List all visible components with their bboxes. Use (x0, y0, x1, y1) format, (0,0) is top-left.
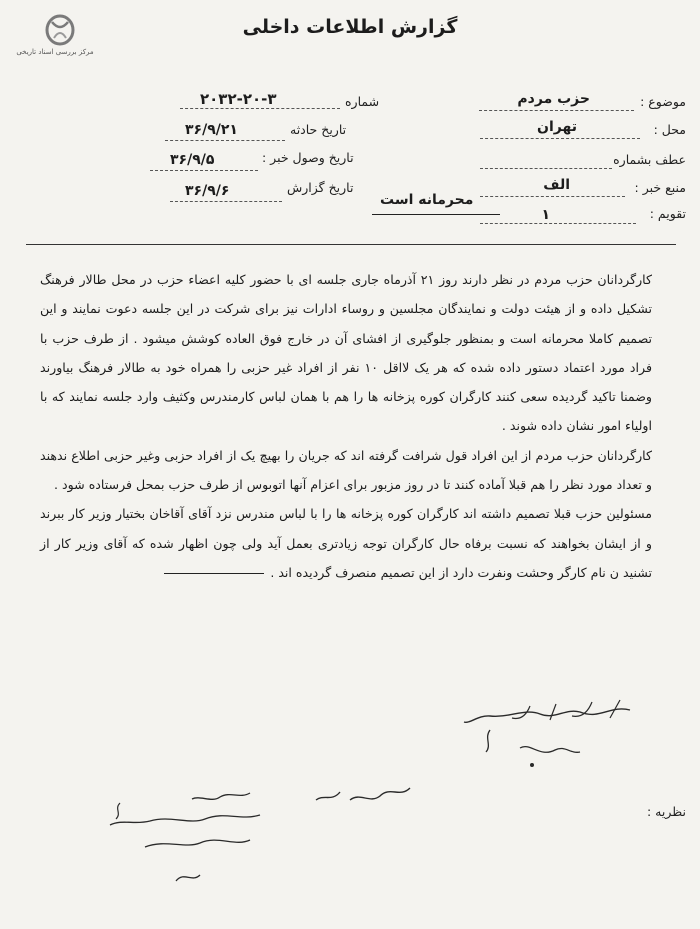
place-label: محل : (653, 122, 686, 137)
handwritten-note-signature (460, 690, 640, 780)
report-date-value: ۳۶/۹/۶ (185, 183, 230, 199)
place-value: تهران (537, 119, 577, 135)
event-date-value: ۳۶/۹/۲۱ (185, 122, 238, 138)
report-date-underline (170, 201, 282, 202)
rating-value: ۱ (541, 207, 550, 223)
source-label: منبع خبر : (634, 180, 686, 195)
opinion-label: نظریه : (647, 804, 686, 819)
subject-value: حزب مردم (517, 91, 590, 107)
report-body (40, 265, 652, 587)
archive-emblem-icon (10, 10, 100, 50)
source-underline (480, 196, 625, 197)
report-date-label: تاریخ گزارش (287, 180, 354, 195)
reference-label: عطف بشماره (613, 152, 686, 167)
number-value: ۲۰۳۲-۲۰-۳ (200, 90, 277, 108)
handwritten-mark-center (310, 778, 420, 818)
source-value: الف (543, 177, 570, 193)
header-divider (26, 244, 676, 245)
archive-logo (10, 10, 100, 58)
number-label: شماره (345, 94, 380, 109)
logo-caption: مرکز بررسی اسناد تاریخی (16, 48, 94, 56)
number-underline (180, 108, 340, 109)
subject-underline (479, 110, 634, 111)
body-paragraph-3-text: مسئولین حزب قبلا تصمیم داشته اند کارگران کوره پزخانه ها را با لباس مندرس نزد آقای آقاخان بختیار وزیر کار ببرند و از ایشان بخواهند که نسبت برفاه حال کارگران توجه زیادتری بعمل آید ولی چون اظهار شده که آقای وزیر کار از تشنید ن نام کارگر وحشت ونفرت دارد از این تصمیم منصرف گردیده اند . (40, 506, 652, 580)
classification-underline (372, 214, 500, 215)
place-underline (480, 138, 640, 139)
paragraph-end-line (164, 573, 264, 574)
page-title: گزارش اطلاعات داخلی (242, 16, 458, 38)
rating-underline (480, 223, 636, 224)
subject-label: موضوع : (640, 94, 686, 109)
body-paragraph-3 (40, 499, 652, 587)
event-date-underline (165, 140, 285, 141)
handwritten-annotation-left (100, 785, 270, 895)
reference-underline (480, 168, 612, 169)
body-paragraph-2: کارگردانان حزب مردم از این افراد قول شرافت گرفته اند که جریان را بهیچ یک از افراد حزبی وغیر حزبی اطلاع ندهند و تعداد مورد نظر را هم قبلا آماده کنند تا در روز مزبور برای اعزام آنها اتوبوس از طرف حزب بمحل فرستاده شود . (40, 447, 652, 493)
receipt-date-value: ۳۶/۹/۵ (170, 152, 215, 168)
rating-label: تقویم : (649, 206, 686, 221)
event-date-label: تاریخ حادثه (290, 122, 347, 137)
classification-stamp: محرمانه است (380, 192, 474, 208)
receipt-date-underline (150, 170, 258, 171)
body-paragraph-1: کارگردانان حزب مردم در نظر دارند روز ۲۱ آذرماه جاری جلسه ای با حضور کلیه اعضاء حزب در محل طالار فرهنگ تشکیل داده و از هیئت دولت و نمایندگان مجلسین و روساء ادارات نیز برای شرکت در این جلسه دعوت نمایند و این تصمیم کاملا محرمانه است و بمنظور جلوگیری از افشای آن در خارج فوق العاده کوشش میشود . از طرف حزب با فراد مورد اعتماد دستور داده شده که هر یک لااقل ۱۰ نفر از افراد غیر حزبی را همراه خود به طالار فرهنگ بیاورند وضمنا تاکید گردیده سعی کنند کارگران کوره پزخانه ها را هم با همان لباس کارمندرس وکثیف وارد جلسه نمایند که با اولیاء امور نشان داده شوند . (40, 272, 652, 434)
receipt-date-label: تاریخ وصول خبر : (262, 150, 354, 165)
